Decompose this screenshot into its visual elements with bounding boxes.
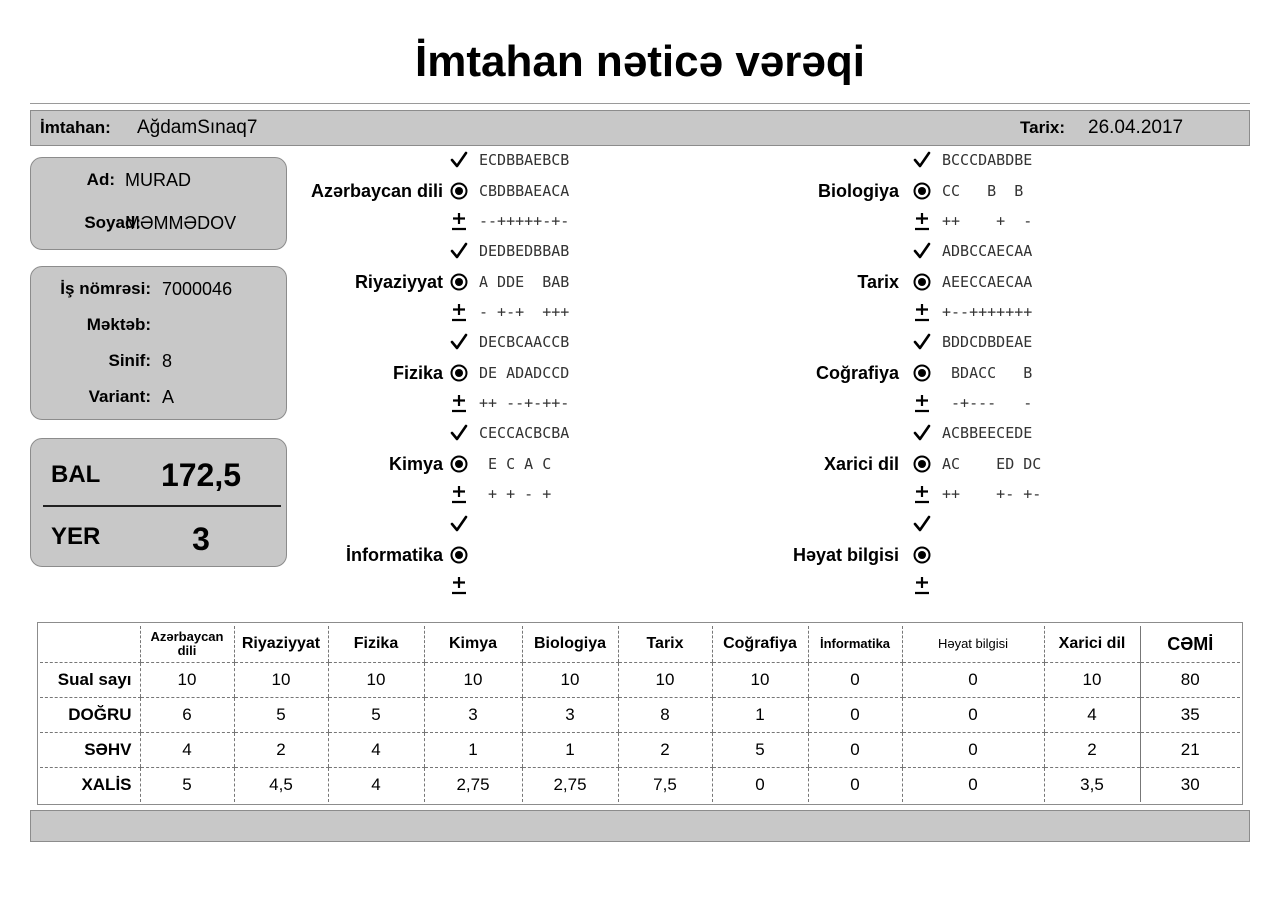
table-cell: 0 xyxy=(902,698,1044,733)
correct-answers: DEDBEDBBAB xyxy=(479,242,570,260)
table-row xyxy=(40,768,1240,803)
subject-name: Coğrafiya xyxy=(815,362,899,383)
school-label: Məktəb: xyxy=(86,315,151,334)
correct-answers: ADBCCAECAA xyxy=(942,242,1033,260)
table-row xyxy=(40,698,1240,733)
table-header-cell: Xarici dil xyxy=(1044,626,1140,663)
chosen-answers: A DDE BAB xyxy=(479,272,570,291)
class-label: Sinif: xyxy=(108,351,151,370)
radio-dot-icon xyxy=(912,454,932,474)
exam-name: AğdamSınaq7 xyxy=(137,117,258,138)
chosen-answers: AEECCAECAA xyxy=(942,272,1033,291)
table-cell: 4 xyxy=(328,733,424,768)
check-icon xyxy=(912,241,932,261)
table-header-cell: İnformatika xyxy=(808,626,902,663)
radio-dot-icon xyxy=(449,363,469,383)
table-header-total: CƏMİ xyxy=(1140,626,1240,663)
table-cell: 6 xyxy=(140,698,234,733)
table-cell: 10 xyxy=(618,663,712,698)
table-cell: 0 xyxy=(808,663,902,698)
table-header-cell: Tarix xyxy=(618,626,712,663)
answer-result: ++ + - xyxy=(942,212,1033,230)
table-cell: 4 xyxy=(1044,698,1140,733)
table-row xyxy=(40,733,1240,768)
chosen-answers: DE ADADCCD xyxy=(479,363,570,382)
correct-answers: ECDBBAEBCB xyxy=(479,151,570,169)
plus-minus-icon xyxy=(449,211,469,231)
table-cell: 5 xyxy=(328,698,424,733)
table-cell: 2 xyxy=(234,733,328,768)
table-cell: 5 xyxy=(712,733,808,768)
chosen-answers: BDACC B xyxy=(942,363,1033,382)
name-label: Ad: xyxy=(86,170,115,189)
plus-minus-icon xyxy=(449,575,469,595)
correct-answers: BDDCDBDEAE xyxy=(942,333,1033,351)
total-cell: 80 xyxy=(1140,663,1240,698)
table-header-row xyxy=(40,626,1240,663)
page-title: İmtahan nəticə vərəqi xyxy=(415,37,865,86)
exam-label: İmtahan: xyxy=(40,118,111,137)
radio-dot-icon xyxy=(912,545,932,565)
row-label: DOĞRU xyxy=(40,698,140,733)
subject-name: Həyat bilgisi xyxy=(792,544,899,565)
check-icon xyxy=(912,332,932,352)
table-cell: 0 xyxy=(808,768,902,803)
table-cell: 0 xyxy=(902,663,1044,698)
total-cell: 35 xyxy=(1140,698,1240,733)
plus-minus-icon xyxy=(449,484,469,504)
results-table xyxy=(40,626,1240,802)
table-row xyxy=(40,663,1240,698)
table-header-cell: Həyat bilgisi xyxy=(902,626,1044,663)
table-cell: 1 xyxy=(522,733,618,768)
yer-label: YER xyxy=(51,523,101,550)
student-name: MURAD xyxy=(125,170,191,190)
variant-value: A xyxy=(162,387,175,407)
id-label: İş nömrəsi: xyxy=(60,279,151,298)
row-label: SƏHV xyxy=(40,733,140,768)
chosen-answers: AC ED DC xyxy=(942,454,1042,473)
check-icon xyxy=(449,150,469,170)
score-divider xyxy=(43,505,281,507)
table-header-cell xyxy=(40,626,140,663)
class-value: 8 xyxy=(162,351,173,371)
check-icon xyxy=(449,514,469,534)
table-header-cell: Coğrafiya xyxy=(712,626,808,663)
table-header-cell: Fizika xyxy=(328,626,424,663)
subject-name: Xarici dil xyxy=(823,453,899,474)
table-header-cell: Azərbaycan dili xyxy=(140,626,234,663)
chosen-answers: E C A C xyxy=(479,454,552,473)
table-cell: 5 xyxy=(140,768,234,803)
plus-minus-icon xyxy=(912,484,932,504)
table-cell: 1 xyxy=(424,733,522,768)
variant-label: Variant: xyxy=(88,387,151,406)
table-cell: 0 xyxy=(902,768,1044,803)
check-icon xyxy=(912,423,932,443)
answer-result: - +-+ +++ xyxy=(479,303,570,321)
radio-dot-icon xyxy=(449,545,469,565)
subject-name: Biologiya xyxy=(817,180,899,201)
yer-value: 3 xyxy=(192,521,210,557)
answer-result: ++ --+-++- xyxy=(479,394,570,412)
table-cell: 10 xyxy=(424,663,522,698)
table-cell: 10 xyxy=(522,663,618,698)
answer-result: +--+++++++ xyxy=(942,303,1033,321)
table-cell: 2 xyxy=(1044,733,1140,768)
table-cell: 0 xyxy=(712,768,808,803)
radio-dot-icon xyxy=(449,272,469,292)
chosen-answers: CC B B xyxy=(942,181,1024,200)
surname-label: Soyad: xyxy=(84,213,141,232)
answer-result: + + - + xyxy=(479,485,552,503)
correct-answers: ACBBEECEDE xyxy=(942,424,1033,442)
table-cell: 10 xyxy=(234,663,328,698)
table-cell: 10 xyxy=(712,663,808,698)
table-cell: 5 xyxy=(234,698,328,733)
plus-minus-icon xyxy=(912,211,932,231)
table-cell: 2,75 xyxy=(522,768,618,803)
table-cell: 10 xyxy=(140,663,234,698)
student-surname: MƏMMƏDOV xyxy=(125,213,237,233)
table-cell: 2,75 xyxy=(424,768,522,803)
table-cell: 3 xyxy=(522,698,618,733)
plus-minus-icon xyxy=(449,302,469,322)
table-cell: 4,5 xyxy=(234,768,328,803)
table-cell: 0 xyxy=(808,698,902,733)
radio-dot-icon xyxy=(912,363,932,383)
correct-answers: CECCACBCBA xyxy=(479,424,570,442)
bal-label: BAL xyxy=(51,461,101,488)
table-cell: 3 xyxy=(424,698,522,733)
check-icon xyxy=(449,241,469,261)
table-header-cell: Kimya xyxy=(424,626,522,663)
plus-minus-icon xyxy=(912,575,932,595)
table-header-cell: Biologiya xyxy=(522,626,618,663)
subject-name: Azərbaycan dili xyxy=(310,180,443,201)
answer-result: ++ +- +- xyxy=(942,485,1042,503)
plus-minus-icon xyxy=(912,302,932,322)
table-cell: 0 xyxy=(902,733,1044,768)
table-cell: 0 xyxy=(808,733,902,768)
table-cell: 10 xyxy=(1044,663,1140,698)
subject-name: Tarix xyxy=(857,271,899,292)
table-cell: 8 xyxy=(618,698,712,733)
table-cell: 3,5 xyxy=(1044,768,1140,803)
correct-answers: DECBCAACCB xyxy=(479,333,570,351)
title-divider xyxy=(30,103,1250,104)
check-icon xyxy=(449,423,469,443)
footer-bar xyxy=(30,810,1250,842)
answer-result: --+++++-+- xyxy=(479,212,570,230)
answer-result: -+--- - xyxy=(942,394,1033,412)
radio-dot-icon xyxy=(449,181,469,201)
exam-date: 26.04.2017 xyxy=(1088,117,1184,138)
row-label: XALİS xyxy=(81,775,132,794)
student-id: 7000046 xyxy=(162,279,233,299)
chosen-answers: CBDBBAEACA xyxy=(479,181,570,200)
table-cell: 7,5 xyxy=(618,768,712,803)
subject-name: İnformatika xyxy=(345,544,443,565)
table-header-cell: Riyaziyyat xyxy=(234,626,328,663)
check-icon xyxy=(912,514,932,534)
radio-dot-icon xyxy=(912,272,932,292)
correct-answers: BCCCDABDBE xyxy=(942,151,1033,169)
subject-name: Riyaziyyat xyxy=(354,271,443,292)
table-cell: 2 xyxy=(618,733,712,768)
subject-name: Kimya xyxy=(388,453,443,474)
exam-info-bar xyxy=(30,110,1250,146)
bal-value: 172,5 xyxy=(160,457,242,493)
subject-name: Fizika xyxy=(392,362,443,383)
plus-minus-icon xyxy=(912,393,932,413)
row-label: Sual sayı xyxy=(40,663,140,698)
check-icon xyxy=(449,332,469,352)
check-icon xyxy=(912,150,932,170)
total-cell: 21 xyxy=(1140,733,1240,768)
table-cell: 10 xyxy=(328,663,424,698)
table-cell: 4 xyxy=(140,733,234,768)
total-cell: 30 xyxy=(1140,768,1240,803)
student-name-box xyxy=(30,157,287,250)
table-cell: 4 xyxy=(328,768,424,803)
table-cell: 1 xyxy=(712,698,808,733)
radio-dot-icon xyxy=(449,454,469,474)
plus-minus-icon xyxy=(449,393,469,413)
date-label: Tarix: xyxy=(1020,118,1066,137)
radio-dot-icon xyxy=(912,181,932,201)
